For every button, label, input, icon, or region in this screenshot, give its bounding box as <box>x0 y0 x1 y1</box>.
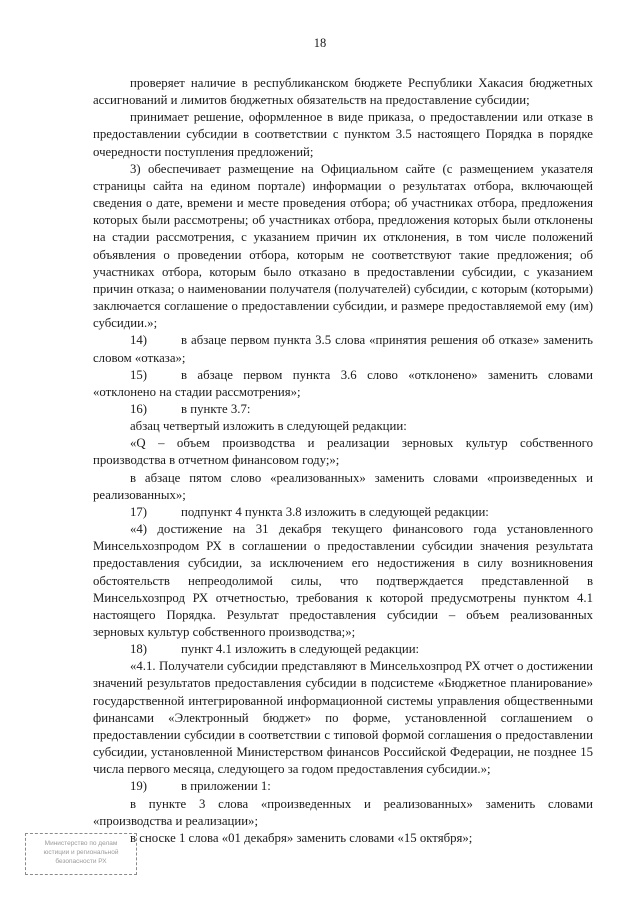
paragraph: проверяет наличие в республиканском бюджете Республики Хакасия бюджетных ассигнований и лимитов бюджетных обязательств на предоставление субсидии; <box>93 76 593 108</box>
stamp-line: юстиции и региональной <box>43 849 119 856</box>
paragraph <box>93 401 593 418</box>
paragraph: «4.1. Получатели субсидии представляют в Минсельхозпрод РХ отчет о достижении значений результатов предоставления субсидии в подсистеме «Бюджетное планирование» государственной интегрированной информационной системы управления общественными финансами «Электронный бюджет» по форме, установленной соглашением о предоставлении субсидии в соответствии с типовой формой соглашения о предоставлении субсидии, установленной Министерством финансов Российской Федерации, не позднее 15 числа первого месяца, следующего за годом предоставления субсидии.»; <box>93 659 593 777</box>
paragraph: абзац четвертый изложить в следующей редакции: <box>130 419 407 434</box>
paragraph: в абзаце пятом слово «реализованных» заменить словами «произведенных и реализованных»; <box>93 470 593 502</box>
paragraph-text: подпункт 4 пункта 3.8 изложить в следующей редакции: <box>181 504 489 519</box>
paragraph: «Q – объем производства и реализации зерновых культур собственного производства в отчетном финансовом году;»; <box>93 436 593 468</box>
paragraph: в сноске 1 слова «01 декабря» заменить словами «15 октября»; <box>130 830 473 845</box>
item-number: 18) <box>130 642 148 657</box>
paragraph-text: в приложении 1: <box>181 779 271 794</box>
paragraph: принимает решение, оформленное в виде приказа, о предоставлении или отказе в предоставлении субсидии в соответствии с пунктом 3.5 настоящего Порядка в порядке очередности поступления предложений; <box>93 110 593 159</box>
paragraph: в пункте 3 слова «произведенных и реализованных» заменить словами «производства и реализации»; <box>93 796 593 828</box>
paragraph <box>93 778 593 795</box>
paragraph <box>93 367 593 401</box>
item-number: 16) <box>130 401 148 416</box>
paragraph-text: пункт 4.1 изложить в следующей редакции: <box>181 642 420 657</box>
page-number: 18 <box>313 36 327 50</box>
paragraph <box>93 332 593 366</box>
paragraph-text: в абзаце первом пункта 3.5 слова «принятия решения об отказе» заменить словом «отказа»; <box>93 333 593 365</box>
paragraph: 3) обеспечивает размещение на Официальном сайте (с размещением указателя страницы сайта на едином портале) информации о результатах отбора, включающей сведения о дате, времени и месте проведения отбора; об участниках отбора, предложения которых были рассмотрены; об участниках отбора, предложения которых были отклонены на стадии рассмотрения, с указанием причин их отклонения, в том числе положений объявления о проведении отбора, которым не соответствуют такие предложения; об участниках отбора, которым было отказано в предоставлении субсидии, с указанием причин отказа; о наименовании получателя (получателей) субсидии, с которым (которыми) заключается соглашение о предоставлении субсидии, и размере предоставляемой ему (им) субсидии.»; <box>93 161 593 331</box>
paragraph: «4) достижение на 31 декабря текущего финансового года установленного Минсельхозпродом РХ в соглашении о предоставлении субсидии значения результата предоставления субсидии, за исключением его недостижения в силу возникновения обстоятельств непреодолимой силы, что подтверждается представленной в Минсельхозпрод РХ отчетностью, требования к которой предусмотрены пунктом 4.1 настоящего Порядка. Результат предоставления субсидии – объем реализованных зерновых культур собственного производства;»; <box>93 522 593 639</box>
paragraph <box>93 504 593 521</box>
paragraph-text: в пункте 3.7: <box>181 401 251 416</box>
stamp-line: Министерство по делам <box>44 840 118 847</box>
stamp-line: безопасности РХ <box>55 858 107 865</box>
item-number: 19) <box>130 779 148 794</box>
item-number: 14) <box>130 333 148 348</box>
paragraph <box>93 641 593 658</box>
paragraph-text: в абзаце первом пункта 3.6 слово «отклонено» заменить словами «отклонено на стадии рассмотрения»; <box>93 367 593 399</box>
document-body <box>93 75 593 847</box>
item-number: 15) <box>130 367 148 382</box>
registration-stamp <box>25 833 137 875</box>
item-number: 17) <box>130 504 148 519</box>
